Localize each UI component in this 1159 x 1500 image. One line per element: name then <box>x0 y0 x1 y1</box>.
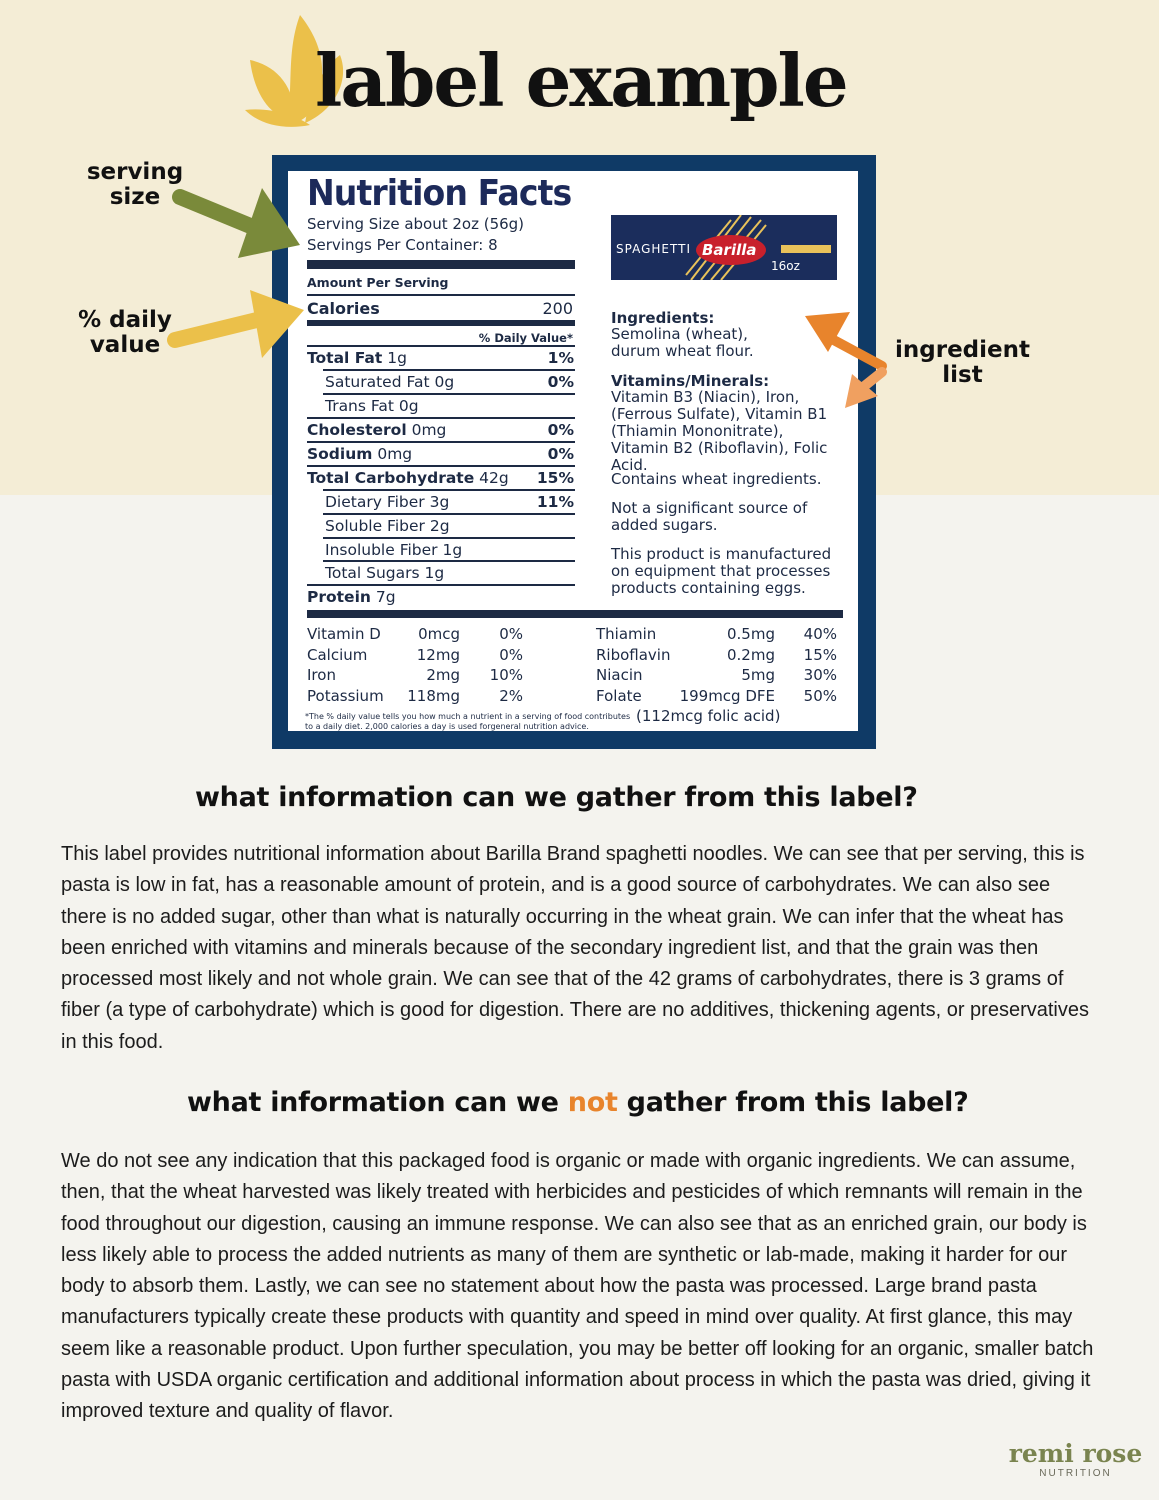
micronutrient-name: Thiamin <box>596 625 657 643</box>
micronutrient-amount: 5mg <box>741 666 775 684</box>
micronutrient-dv: 0% <box>499 625 523 643</box>
nutrient-dv: 0% <box>547 373 574 391</box>
micronutrient-dv: 30% <box>803 666 837 684</box>
section-2-heading: what information can we not gather from this label? <box>187 1087 969 1118</box>
micronutrient-amount: 2mg <box>426 666 460 684</box>
callout-ingredient-list: ingredient list <box>895 337 1030 388</box>
nutrient-dv: 15% <box>536 469 574 487</box>
micronutrient-dv: 2% <box>499 687 523 705</box>
brand-logo: remi rose NUTRITION <box>1008 1439 1143 1479</box>
divider-bottom <box>307 610 843 618</box>
micronutrient-amount: 12mg <box>416 646 460 664</box>
micronutrient-name: Calcium <box>307 646 368 664</box>
micronutrient-name: Folate <box>596 687 642 705</box>
allergen-statement: Contains wheat ingredients. <box>611 470 822 488</box>
nutrient-row: Cholesterol 0mg <box>307 421 447 439</box>
heading-accent-word: not <box>567 1087 618 1118</box>
micronutrient-dv: 10% <box>489 666 523 684</box>
ingredients-heading: Ingredients: <box>611 309 715 327</box>
nutrient-dv: 1% <box>547 349 574 367</box>
row-divider <box>323 513 575 515</box>
nutrient-dv: 0% <box>547 445 574 463</box>
daily-value-header: % Daily Value* <box>478 331 573 345</box>
section-1-body: This label provides nutritional information about Barilla Brand spaghetti noodles. We can see that per serving, this is pasta is low in fat, has a reasonable amount of protein, and is a good source of carbohydrates. We can also see there is no added sugar, other than what is naturally occurring in the wheat grain. We can infer that the wheat has been enriched with vitamins and minerals because of the secondary ingredient list, and that the grain was then processed most likely and not whole grain. We can see that of the 42 grams of carbohydrates, there is 3 grams of fiber (a type of carbohydrate) which is good for digestion. There are no additives, thickening agents, or preservatives in this food. <box>61 843 1089 1053</box>
calories-value: 200 <box>542 299 573 318</box>
micronutrient-dv: 40% <box>803 625 837 643</box>
nutrient-row: Total Sugars 1g <box>325 564 445 582</box>
package-weight: 16oz <box>771 259 800 273</box>
micronutrient-name: Iron <box>307 666 336 684</box>
micronutrient-dv: 0% <box>499 646 523 664</box>
row-divider <box>323 560 575 562</box>
manufacturing-statement: This product is manufactured on equipment that processes products containing eggs. <box>611 545 832 597</box>
package-product: SPAGHETTI <box>616 242 691 256</box>
nutrient-row: Protein 7g <box>307 588 396 606</box>
vitamins-text: Vitamin B3 (Niacin), Iron, (Ferrous Sulfate), Vitamin B1 (Thiamin Mononitrate), Vitamin B2 (Riboflavin), Folic Acid. <box>611 388 828 474</box>
micronutrient-dv: 15% <box>803 646 837 664</box>
calories-label: Calories <box>307 299 380 318</box>
servings-per-container: Servings Per Container: 8 <box>307 236 498 254</box>
yellow-arrow-icon <box>175 290 304 358</box>
nutrient-row: Total Carbohydrate 42g <box>307 469 509 487</box>
micronutrient-name: Potassium <box>307 687 384 705</box>
callout-serving-size: serving size <box>86 159 184 210</box>
section-1-heading: what information can we gather from this label? <box>195 782 918 813</box>
micronutrient-name: Vitamin D <box>307 625 381 643</box>
orange-arrow-icon <box>805 312 882 408</box>
micronutrient-name: Riboflavin <box>596 646 671 664</box>
nutrient-row: Insoluble Fiber 1g <box>325 541 463 559</box>
micronutrient-dv: 50% <box>803 687 837 705</box>
annotation-arrows <box>0 0 1159 495</box>
micronutrient-amount: 0.2mg <box>727 646 775 664</box>
row-divider <box>307 584 575 586</box>
ingredients-text: Semolina (wheat), durum wheat flour. <box>611 325 754 360</box>
nutrient-row: Saturated Fat 0g <box>325 373 455 391</box>
nutrient-row: Soluble Fiber 2g <box>325 517 450 535</box>
nutrient-row: Sodium 0mg <box>307 445 413 463</box>
micronutrient-amount: 199mcg DFE <box>679 687 775 705</box>
callout-daily-value: % daily value <box>78 307 172 358</box>
folic-acid-note: (112mcg folic acid) <box>636 707 781 725</box>
micronutrient-amount: 118mg <box>407 687 460 705</box>
added-sugars-statement: Not a significant source of added sugars. <box>611 499 808 534</box>
micronutrient-amount: 0.5mg <box>727 625 775 643</box>
green-arrow-icon <box>180 188 300 258</box>
micronutrient-amount: 0mcg <box>418 625 460 643</box>
serving-size: Serving Size about 2oz (56g) <box>307 215 525 233</box>
section-2-body: We do not see any indication that this packaged food is organic or made with organic ingredients. We can assume, then, that the wheat harvested was likely treated with herbicides and pesticides of which remnants will remain in the food throughout our digestion, causing an immune response. We can also see that as an enriched grain, our body is less likely able to process the added nutrients as many of them are synthetic or lab-made, making it harder for our body to absorb them. Lastly, we can see no statement about how the pasta was processed. Large brand pasta manufacturers typically create these products with quantity and speed in mind over quality. At first glance, this may seem like a reasonable product. Upon further speculation, you may be better off looking for an organic, smaller batch pasta with USDA organic certification and additional information about process in which the pasta was dried, giving it improved texture and quality of flavor. <box>61 1150 1094 1423</box>
nutrition-facts-heading: Nutrition Facts <box>307 173 572 214</box>
vitamins-heading: Vitamins/Minerals: <box>611 372 770 390</box>
nutrient-row: Dietary Fiber 3g <box>325 493 450 511</box>
nutrient-dv: 11% <box>536 493 574 511</box>
amount-per-serving: Amount Per Serving <box>307 275 449 290</box>
footnote: *The % daily value tells you how much a nutrient in a serving of food contributes to a daily diet. 2,000 calories a day is used forgeneral nutrition advice. <box>305 712 631 731</box>
page-title: label example <box>315 38 847 123</box>
nutrient-row: Trans Fat 0g <box>325 397 419 415</box>
package-brand: Barilla <box>702 241 757 259</box>
nutrient-dv: 0% <box>547 421 574 439</box>
micronutrient-name: Niacin <box>596 666 643 684</box>
nutrient-row: Total Fat 1g <box>307 349 407 367</box>
row-divider <box>323 537 575 539</box>
